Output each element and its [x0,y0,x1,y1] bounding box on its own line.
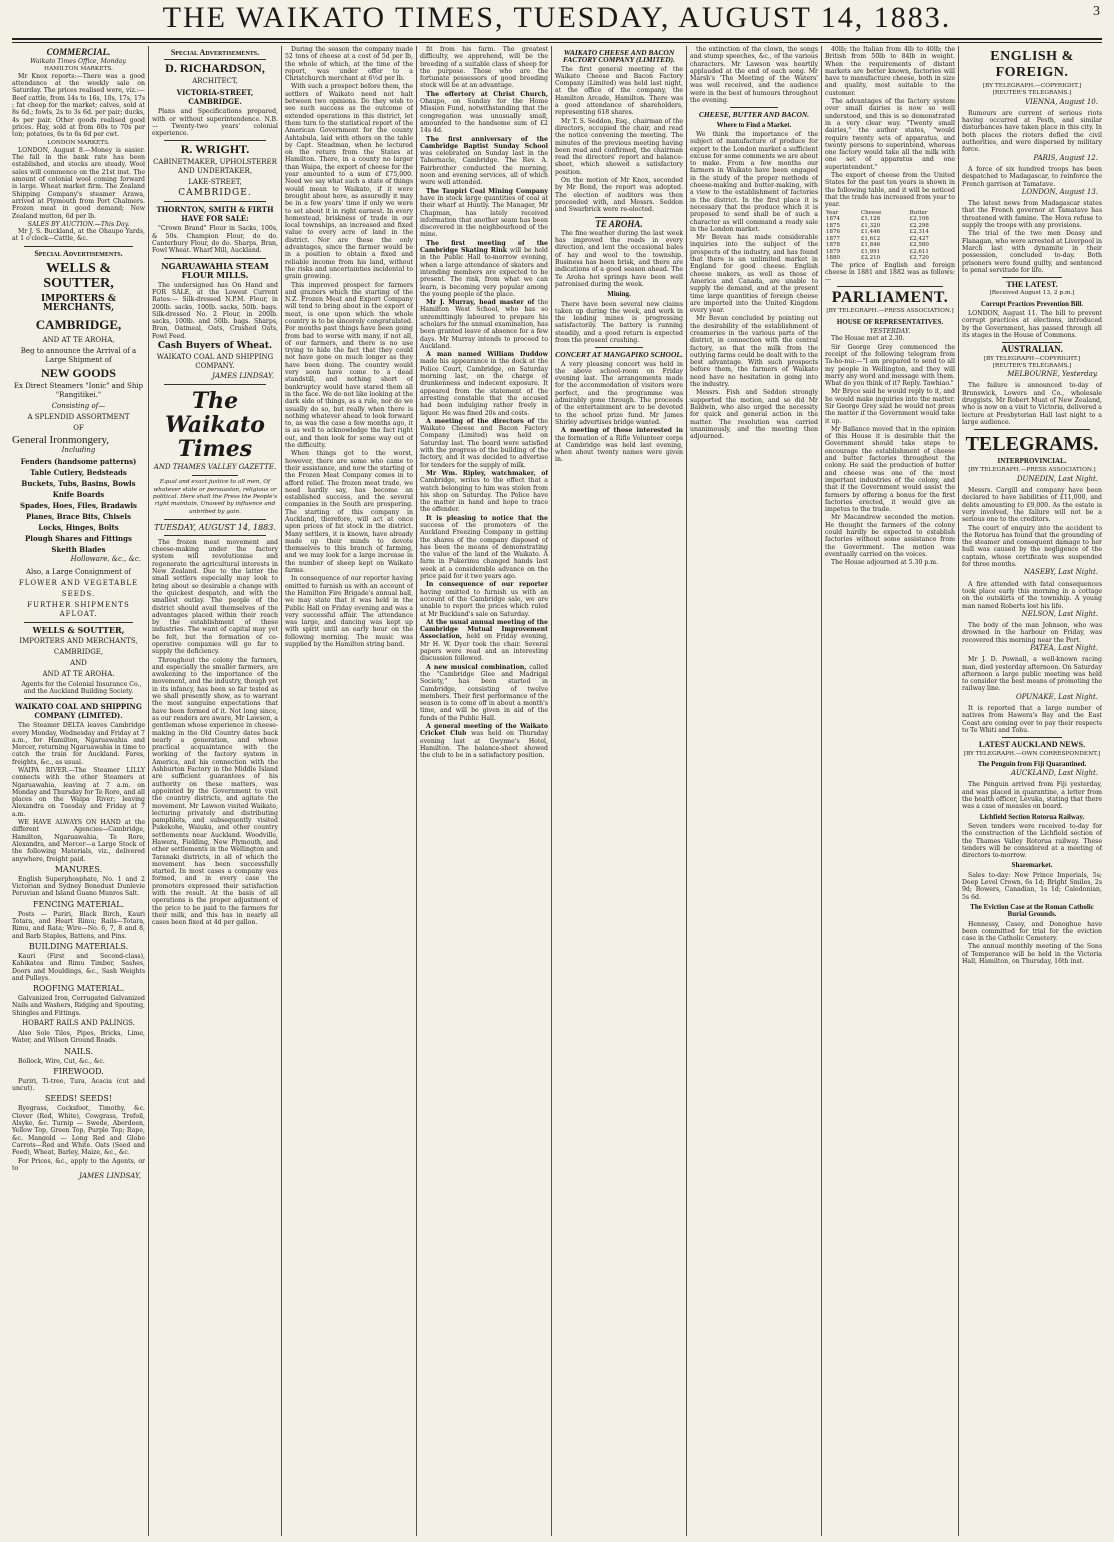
section-sub: [REUTER'S TELEGRAMS.] [992,362,1072,369]
news-lead: At the usual annual meeting of the Cambridge Mutual Improvement Association, [420,618,548,641]
news-text: success of the promoters of the Auckland Freezing Company in getting the shares of the company disposed of has been the means of demonstrating the value of the land of the Waikato. A farm in Pukerimu changed hands last week at a considerable advance on the price paid for it two years ago. [420,522,548,581]
section-subheading: Lichfield Section Rotorua Railway. [979,812,1085,821]
divider [164,201,266,202]
article-paragraph: With such a prospect before them, the settlers of Waikato need not halt between two opinions. Do they wish to see such success as the outcome of extended operations in this district, let them turn to the statistical report of the American Government for the county Ashtabula, laid with others on the table by Capt. Steadman, when he lectured on the return from the States at Hamilton. There, in a county no larger than Waipa, the export of cheese for the year amounted to a sum of £75,000. Need we say what such a state of things would mean to Waikato, if it were brought about here, as assuredly it may be in a few years' time if only we were to set about it in right earnest. In every homestead, briskness of trade in our local townships, an increased and fixed value to every acre of land in the district. Nor are these the only advantages, since the farmer would be in a position to obtain a fixed and reliable income from his land, without the risks and uncertainties incidental to grain growing. [285,83,413,281]
article-paragraph: The advantages of the factory system over small dairies is now so well understood, and this is so demonstrated in a very clear way. "Twenty small dairies," the author states, "would require twenty sets of apparatus, and twenty persons to superintend, whereas one factory would take all the milk with one set of apparatus and one superintendent." [825,98,955,171]
article-paragraph: When things got to the worst, however, there are some who came to their assistance, and now the starting of the Frozen Meat Company comes in to afford relief. The frozen meat trade, we need hardly say, has become an established success, and the several companies in the South are prospering. The starting of this company in Auckland, therefore, will act at once upon prices of fat stock in the district. Many settlers, it is known, have already made up their minds to devote themselves to this branch of farming, and we may look for a large increase in the number of sheep kept on Waikato farms. [285,450,413,575]
ad-line: Also, a Large Consignment of [26,567,131,576]
divider [837,286,943,287]
news-text: the formation of a Rifle Volunteer corps at Cambridge was held last evening, when about twenty names were given in. [555,434,683,464]
ad-item: Plough Shares and Fittings [25,534,132,544]
ad-text: Puriri, Ti-tree, Tura, Acacia (cut and uncut). [12,1077,145,1093]
column-rule [958,46,959,1536]
ad-line: VICTORIA-STREET, CAMBRIDGE. [176,88,254,107]
divider [730,107,778,108]
news-text: was held on Thursday evening last at Gwynne's Hotel, Hamilton. The balance-sheet showed the club to be in a satisfactory position. [420,730,548,760]
section-heading: CONCERT AT MANGAPIKO SCHOOL. [555,350,683,360]
news-lead: A meeting of the directors of [426,417,535,425]
divider [164,258,266,259]
masthead-rule-thin [12,42,1102,43]
news-text: was celebrated on Sunday last in the Tabernacle, Cambridge. The Rev. A. Fairbrother conducted the morning, noon and evening services, all of which were well attended. [420,150,548,187]
news-lead: A man named William Duddow [426,351,548,359]
divider [164,535,266,536]
telegram-text: It is reported that a large number of natives from Hawera's Bay and the East Coast are coming over to pay their respects to Te Whiti and Tohu. [962,705,1102,734]
column-4 [420,46,548,1534]
divider [595,217,643,218]
article-paragraph: The price of English and foreign cheese in 1881 and 1882 was as follows:— [825,261,955,284]
section-heading: THE LATEST. [1006,280,1058,290]
news-text: called the "Cambridge Glee and Madrigal Society," has been started in Cambridge, consisting of twelve members. Their first performance of the season is to come off in about a month's time, and will be given in aid of the funds of the Public Hall. [420,663,548,722]
section-sub: [BY TELEGRAPH—COPYRIGHT.] [983,355,1081,362]
telegram-text: LONDON, August 11. The bill to prevent corrupt practices at elections, introduced by the Government, has passed through all its stages in the House of Commons. [962,310,1102,339]
london-text: LONDON, August 8.—Money is easier. The fall in the bank rate has been established, and stocks are steady. Wool sales will commence on the 21st inst. The amount of colonial wool coming forward is large. Wheat market firm. The Zealand Shipping Company's steamer Arawa, arrived at Plymouth from Port Chalmers. Frozen meat in good demand; New Zealand mutton, 6d per lb. [12,146,145,220]
masthead [0,0,1114,40]
section-subheading: INTERPROVINCIAL. [997,457,1067,466]
ad-line: A SPLENDID ASSORTMENT [27,413,130,422]
telegram-text: The trial of the two men Deasy and Flanagan, who were arrested at Liverpool in March last with dynamite in their possession, concluded to-day. Both prisoners were found guilty, and sentenced to penal servitude for life. [962,230,1102,274]
export-table [825,210,955,262]
ad-line: Beg to announce the Arrival of a Large Shipment of [20,347,137,365]
dateline: VIENNA, August 10. [1024,97,1098,106]
news-text: Cambridge, writes to the effect that a watch belonging to him was stolen from his shop on Saturday. The Police have the matter in hand and hope to trace the offender. [420,477,548,514]
ad-line: WAIKATO COAL AND SHIPPING COMPANY. [156,353,274,371]
section-sub: [BY TELEGRAPH.—OWN CORRESPONDENT.] [963,750,1101,757]
table-cell: 1878 [826,242,840,249]
column-rule [551,46,552,1536]
news-text: have in stock large quantities of coal at their wharf at Huntly. The Manager, Mr Chapman, has lately received information that another seam has been discovered in the neighbourhood of the mine. [420,194,548,239]
divider [595,347,643,348]
column-1 [12,46,145,1534]
ad-line: FURTHER SHIPMENTS AFLOAT. [27,600,130,618]
dateline: OPUNAKE, Last Night. [1015,692,1098,701]
news-lead: The offertory at Christ Church, [426,90,548,98]
sales-text: Mr J. S. Buckland, at the Ohaupo Yards, at 1 o'clock—Cattle, &c. [12,228,145,243]
article-paragraph: There have been several new claims taken up during the week, and work in the leading mines is progressing satisfactorily. The battery is running steadily, and a good return is expected from the present crushing. [555,300,683,344]
column-rule [416,46,417,1536]
news-lead: A meeting of those interested in [561,427,683,435]
telegram-text: The latest news from Madagascar states that the French governor at Tamatave has threatened with famine. The Hova refuse to supply the troops with any provisions. [962,200,1102,230]
ad-item: Locks, Hinges, Bolts [38,523,119,533]
article-paragraph: During the season the company made 52 tons of cheese at a cost of 5d per lb, the whole of which, at the time of the report, was under offer to a Christchurch merchant at 6½d per lb. [285,46,413,83]
news-text: having omitted to furnish us with an account of the Cambridge sale, we are unable to report the prices which ruled at Mr Buckland's sale on Saturday. [420,588,548,618]
sales-line: SALES BY AUCTION.—This Day. [27,220,130,228]
divider [1002,277,1062,278]
news-text: the Waikato Cheese and Bacon Factory Company (Limited) was held on Saturday last. The board were satisfied with the progress of the building of the factory, and it was decided to advertise for tenders for the supply of milk. [420,417,548,469]
news-text: the Hamilton West School, who has so unremittingly laboured to prepare his scholars for the annual examination, has been granted leave of absence for a few days. Mr Murray intends to proceed to Auckland. [420,299,548,350]
section-subheading: The Penguin from Fiji Quarantined. [977,759,1087,768]
column-rule [148,46,149,1536]
telegram-text: A force of six hundred troops has been despatched to Madagascar, to reinforce the French garrison at Tamatave. [962,165,1102,188]
news-lead: The first anniversary of the Cambridge Baptist Sunday School [420,135,548,150]
dateline: PATEA, Last Night. [1030,644,1098,652]
table-cell: £2,720 [909,255,929,262]
ad-line: ARCHITECT, [192,77,238,86]
column-2 [152,46,278,1534]
ad-line: FLOWER AND VEGETABLE [18,578,139,587]
ad-heading: FIREWOOD. [53,1066,104,1076]
news-lead: A general meeting of the Waikato Cricket Club [420,723,548,738]
ad-title: NGARUAWAHIA STEAM FLOUR MILLS. [161,260,269,280]
ad-line: CAMBRIDGE, [53,647,104,656]
london-subheading: LONDON MARKETS. [47,139,110,146]
section-sub: [BY TELEGRAPH.—COPYRIGHT.] [982,83,1082,89]
news-text: held on Friday evening, Mr H. W. Dyer took the chair. Several papers were read and an interesting discussion followed. [420,633,548,663]
table-cell: £2,427 [909,235,929,242]
ad-item: Planes, Brace Bits, Chisels [25,512,132,522]
dateline: NASEBY, Last Night. [1023,568,1098,577]
table-cell: £2,611 [909,248,929,255]
divider [164,140,266,141]
table-cell: £1,991 [860,248,881,255]
news-lead: The Taupiri Coal Mining Company [426,187,548,195]
ad-text: Plans and Specifications prepared, with or without superintendence. N.B. — Twenty-two years' colonial experience. [152,108,278,138]
ad-line: SEEDS. [61,589,96,598]
table-cell: £2,580 [909,242,929,249]
section-subheading: The Eviction Case at the Roman Catholic Burial Grounds. [970,902,1094,919]
news-lead: A new musical combination, [426,663,527,671]
parliament-paragraph: Sir George Grey commenced the receipt of the following telegram from Ta-ho-nui:—"I am prepared to send to all my people in Wellington, and they will marry any word and message with them. What do you think of it? Reply. Tawhiao." [825,343,955,388]
ad-general-ironmongery: General Ironmongery, [12,434,110,447]
column-6 [690,46,818,1534]
telegram-text: Sales to-day: New Prince Imperials, 5s; Deep Level Crown, 6s 1d; Bright Smiles, 2s 9d; Bowers, Canadian, 1s 1d; Caledonian, 5s 6d. [962,871,1102,901]
yesterday-label: YESTERDAY. [869,328,911,336]
ad-line: AND [70,658,87,667]
article-paragraph: On the motion of Mr Knox, seconded by Mr Bond, the report was adopted. The election of auditors was then proceeded with, and Messrs. Seddon and Swarbrick were re-elected. [555,177,683,214]
section-sub: [BY TELEGRAPH.—PRESS ASSOCIATION.] [968,467,1096,474]
ad-text: Posts — Puriri, Black Birch, Kauri Totara, and Heart Rimu; Rails—Totara, Rimu, and Rata; Wire—No. 6, 7, 8 and 8, and Barb Staples, Battens, and Pins. [12,910,145,940]
article-paragraph: The fine weather during the last week has improved the roads in every direction, and lent the occasional bales of hay and wool to the township. Business has been brisk, and there are indications of a good season ahead. The Te Aroha hot springs have been well patronised during the week. [555,229,683,288]
ad-heading: HOBART RAILS AND PALINGS. [22,1019,135,1027]
news-text: will be held in the Public Hall to-morrow evening, when a large attendance of skaters and intending members are expected to be present. The rink, from what we can learn, is becoming very popular among the young people of the place. [420,247,548,298]
news-lead: The first meeting of the Cambridge Skating Rink [420,239,548,255]
leader-paragraph: The frozen meat movement and cheese-making under the factory system will revolutionise and regenerate the agricultural interests in New Zealand. Due to the latter the small settlers especially may look to bring about so desirable a change with the quickest despatch, and with the smallest outlay. The people of the district should avail themselves of the advantages placed within their reach by the establishment of these industries. The want of capital may yet be felt, but the formation of co-operative companies will go far to supply the deficiency. [152,538,278,656]
divider [164,384,266,385]
divider [24,622,133,623]
divider [24,246,133,247]
ad-title: R. WRIGHT. [180,142,250,157]
section-heading: ENGLISH & FOREIGN. [990,49,1074,80]
office-line: Waikato Times Office, Monday. [30,58,127,66]
ad-item: Fenders (handsome patterns) [20,457,137,467]
ad-text: Galvanized Iron, Corrugated Galvanized Nails and Washers, Ridging and Spouting, Shingles and Fittings. [12,995,145,1017]
dateline: AUCKLAND, Last Night. [1010,769,1098,778]
section-sub: [Received August 13, 2 p.m.] [989,290,1075,297]
table-cell: £2,298 [909,222,929,229]
table-cell: 1877 [826,235,840,242]
section-subheading: Corrupt Practices Prevention Bill. [980,299,1084,308]
table-cell: £2,210 [860,255,881,262]
column-rule [686,46,687,1536]
news-lead: It is pleasing to notice that the [426,514,548,522]
column-rule [281,46,282,1536]
ad-line: IMPORTERS AND MERCHANTS, [19,636,138,645]
markets-subheading: HAMILTON MARKETS. [44,65,113,72]
divider [974,429,1090,430]
dateline: DUNEDIN, Last Night. [1016,474,1098,483]
section-subheading: Sharemarket. [1011,861,1053,870]
ad-text: Bollock, Wire, Cut, &c., &c. [18,1057,105,1065]
house-heading: HOUSE OF REPRESENTATIVES. [836,317,944,326]
ad-text: Agents for the Colonial Insurance Co., and the Auckland Building Society. [21,680,142,695]
ad-text: The undersigned has On Hand and FOR SALE, at the Lowest Current Rates:— Silk-dressed N.P.M. Flour, in 200lb. sacks, 100lb. sacks, 50lb. bags. Silk-dressed No. 2 Flour, in 200lb. sacks, 100lb. and 50lb. bags. Sharps, Bran, Oatmeal, Oats, Crushed Oats, Fowl Feed. [152,281,278,340]
column-rule [821,46,822,1536]
section-subheading: Where to Find a Market. [716,120,792,129]
divider [164,519,266,520]
ad-line: Consisting of— [51,402,106,411]
export-table-body [825,216,955,262]
ad-line: Cash Buyers of Wheat. [157,341,273,352]
ad-item: Skeith Blades [51,545,106,555]
special-ads-heading: Special Advertisements. [170,48,260,57]
telegram-text: Seven tenders were received to-day for the construction of the Lichfield section of the Thames Valley Rotorua railway. These tenders will be considered at a meeting of directors to-morrow. [962,822,1102,860]
paper-subtitle: AND THAMES VALLEY GAZETTE. [153,463,277,472]
ad-heading: FENCING MATERIAL. [32,899,125,909]
ad-line: IMPORTERS & MERCHANTS, [41,294,116,314]
table-cell: 1880 [826,255,840,262]
table-cell: £2,314 [909,229,929,236]
ad-line: AND AT TE AROHA. [42,669,115,678]
table-header-cell: Butter [909,209,928,216]
ad-heading: NAILS. [64,1046,93,1056]
section-subheading: Mining. [607,290,631,299]
table-cell: £1,320 [860,222,881,229]
news-text: Ohaupo, on Sunday for the Home Mission Fund, notwithstanding that the congregation was unusually small, amounted to the handsome sum of £2 14s 4d. [420,98,548,135]
news-lead: In consequence of our reporter [426,581,548,589]
dateline: LONDON, August 13. [1021,187,1098,196]
page-number: 3 [1093,4,1100,19]
ad-item: Spades, Hoes, Files, Bradawls [20,501,137,511]
section-heading: CHEESE, BUTTER AND BACON. [698,110,810,120]
ad-signature: JAMES LINDSAY, [79,1172,141,1181]
ad-text: For Prices, &c., apply to the Agents, or to [12,1157,145,1172]
ad-text: WE HAVE ALWAYS ON HAND at the different Agencies—Cambridge, Hamilton, Ngaruawahia, Te Rore, Alexandra, and Mercer—a Large Stock of the following Materials, viz., delivered anywhere, freight paid. [12,819,145,863]
ad-title: THORNTON, SMITH & FIRTH HAVE FOR SALE: [156,205,274,224]
article-paragraph: the extinction of the clown, the songs and stump speeches, &c., of the various characters. Mr Lawson was heartily applauded at the end of each song. Mr Marsh's 'The Meeting of the Waters' was well received, and the audience were in the best of humours throughout the evening. [690,46,818,105]
divider [192,475,238,476]
article-paragraph: This improved prospect for farmers and graziers which the starting of the N.Z. Frozen Meat and Export Company will tend to bring about in the export of meat, is one upon which the whole country is to be sincerely congratulated. For months past things have been going from bad to worse with many, if not all, of our farmers, and there is no use trying to hide the fact that they could not have gone on much longer as they have been doing. The country would very soon have come to a dead standstill, and nothing short of bankruptcy would have stared them all in the face. We do not like looking at the dark side of things, as a rule, nor do we usually do so, but really when there is nothing whatever ahead to look forward to, as was the case a few months ago, it is as well to acknowledge the fact right out, and then look for some way out of the difficulty. [285,281,413,450]
ad-heading: ROOFING MATERIAL. [32,984,125,994]
section-heading: WAIKATO CHEESE AND BACON FACTORY COMPANY (LIMITED). [563,48,675,65]
ad-line: AND AT TE AROHA, [42,336,115,345]
table-cell: £1,446 [860,229,881,236]
ad-line: CABINETMAKER, UPHOLSTERER AND UNDERTAKER, [153,158,277,176]
ad-heading: BUILDING MATERIALS. [28,941,129,951]
ad-item: Holloware, &c., &c. [70,555,141,564]
commercial-heading: COMMERCIAL. [46,47,111,57]
ad-town: CAMBRIDGE, [35,317,122,333]
ad-heading: SEEDS! SEEDS! [44,1094,113,1104]
article-paragraph: Mr Bevan concluded by pointing out the desirability of the establishment of creameries in the various parts of the district, in connection with the central factory, so that the milk from the outlying farms could be dealt with to the best advantage. With such prospects before them, the farmers of Waikato need have no hesitation in going into the industry. [690,315,818,389]
ad-line: LAKE-STREET, [188,178,242,187]
ad-signature: JAMES LINDSAY. [212,372,274,381]
ad-text: English Superphosphate, No. 1 and 2 Victorian and Sydney Bonedust Dunlevie Peruvian and Island Guano Munros Salt. [12,875,145,898]
divider [164,59,266,60]
ad-text: Ryegrass, Cocksfoot, Timothy, &c. Clover (Red, White), Cowgrass, Trefoil, Alsyke, &c. Turnip — Swede, Aberdeen, Yellow Top, Green Top, Purple Top; Rape, &c. Mangold — Long Red and Globe Carrots—Red and White. Oats (Seed and Feed), Wheat, Barley, Maize, &c., &c. [12,1105,145,1157]
leader-paragraph: Throughout the colony the farmers, and especially the smaller farmers, are awakening to the importance of the movement, and the industry, though yet in its infancy, has been so far tested as we shall presently show, as to warrant the most sanguine expectations that have been formed of it. Not long since, as our readers are aware, Mr Lawson, a gentleman whose experience in cheese-making in the Old Country dates back nearly a generation, and whose practical acquaintance with the working of the factory system in America, and his connection with the Ashburton Factory in the Middle Island are sufficient guarantees of his authority on these matters, was appointed by the Government to visit the country districts, and agitate the movement. Mr Lawson visited Waikato, lecturing privately and distributing pamphlets, and subsequently visited Pukekohe, Waiuku, and other country settlements near Auckland. Woodville, Hawera, Fielding, New Plymouth, and other settlements in the Wellington and Taranaki districts, in all of which the movement has been successfully started. In most cases a company was formed, and in every case the promoters expressed their satisfaction with the result. At the basis of all operations is the proper adjustment of the price to be paid to the farmers for their milk, and this has in nearly all cases been fixed at 4d per gallon. [152,656,278,927]
ad-text: The Steamer DELTA leaves Cambridge every Monday, Wednesday and Friday at 7 a.m., for Hamilton, Ngaruawahia and Mercer, returning Ngaruawahia in time to catch the train for Auckland. Fares, freights, &c., as usual. [12,722,145,766]
telegram-text: A fire attended with fatal consequences took place early this morning in a cottage on the outskirts of the township. A young man named Roberts lost his life. [962,580,1102,610]
telegram-text: The annual monthly meeting of the Sons of Temperance will be held in the Victoria Hall, Hamilton, on Thursday, 16th inst. [962,943,1102,965]
ad-item: Buckets, Tubs, Basins, Bowls [21,479,136,489]
parliament-heading: PARLIAMENT. [831,289,949,307]
ad-item: Table Cutlery, Bedsteads [30,468,127,478]
column-3 [285,46,413,1534]
paper-motto: Equal and exact justice to all men, Of whatever state or persuasion, religious or political. Here shall the Press the People's right maintain, Unawed by influence and unbribed by gain. [152,479,278,515]
ad-title: WAIKATO COAL AND SHIPPING COMPANY (LIMITED). [15,702,142,721]
section-heading: TE AROHA. [595,218,643,229]
news-paragraph: fit from his farm. The greatest difficulty, we apprehend, will be the breeding of a suitable class of sheep for the purpose. Those who are the fortunate possessors of good breeding stock will be at an advantage. [420,46,548,90]
telegram-text: Rumours are current of serious riots having occurred at Pesth, and similar disturbances have taken place in this city. In both places the rioters defied the civil authorities, and were dispersed by military force. [962,109,1102,154]
ad-title: WELLS & SOUTTER, [43,261,114,292]
parliament-paragraph: Mr Macandrew seconded the motion. He thought the farmers of the colony could hardly be expected to establish factories without some assistance from the Government. The motion was eventually carried on the voices. [825,514,955,558]
markets-text: Mr Knox reports:—There was a good attendance at the weekly sale on Saturday. The prices realised were, viz.:—Beef cattle, from 14s to 16s, 10s, 17s, 17s ; fat cheep for the market; calves, sold at 8s 6d.; fowls, 2s to 3s 6d. per pair; ducks, 4s per pair. Other goods realised good prices. Hay, sold at from 60s to 70s per ton; potatoes, 6s to 6s 6d per cwt. [12,72,145,139]
telegram-text: The Penguin arrived from Fiji yesterday, and was placed in quarantine, a letter from the health officer, Levuka, stating that there was a case of measles on board. [962,781,1102,811]
divider [24,698,133,699]
section-heading: LATEST AUCKLAND NEWS. [978,740,1086,750]
parliament-paragraph: The House adjourned at 5.30 p.m. [831,559,939,567]
table-cell: 1875 [826,222,840,229]
dateline: PARIS, August 12. [1033,153,1098,162]
ad-text: "Crown Brand" Flour in Sacks, 100s, & 50s. Champion Flour, do do. Canterbury Flour, do do. Sharps, Bran, Fowl Wheat. Wharf Mill, Auckland. [152,225,278,255]
ad-text: Also Sole Tiles, Pipes, Bricks, Lime, Water, and Wilson Ground Roads. [12,1030,145,1045]
dateline: TUESDAY, AUGUST 14, 1883. [154,522,276,532]
table-cell: £2,106 [909,216,929,223]
news-text: made his appearance in the dock at the Police Court, Cambridge, on Saturday morning last, on the charge of drunkenness and indecent exposure. It appeared from the statement of the arresting constable that the accused had been indulging rather freely in liquor. He was fined 20s and costs. [420,358,548,417]
column-7 [825,46,955,1534]
telegram-text: Messrs. Cargill and company have been declared to have liabilities of £11,000, and debts amounting to £9,000. As the estate is very involved, the failure will not be a serious one to the creditors. [962,487,1102,524]
ad-item: Knife Boards [52,490,105,500]
telegram-text: Hennessy, Casey, and Donoghue have been committed for trial for the eviction case in the Catholic Cemetery. [962,920,1102,943]
article-paragraph: 40lb; the Italian from 4lb to 40lb; the British from 50lb to 84lb in weight. When the requirements of distant markets are better known, factories will have to manufacture cheese, both in size and quality, most suitable to the customer. [825,46,955,97]
column-5 [555,46,683,1534]
table-cell: 1874 [826,216,840,223]
ad-line: Including [61,446,96,455]
table-cell: 1879 [826,248,840,255]
telegram-text: The body of the man Johnson, who was drowned in the harbour on Friday, was recovered this morning near the Port. [962,622,1102,644]
masthead-rule [12,38,1102,40]
ad-line: CAMBRIDGE. [178,188,252,199]
table-cell: 1876 [826,229,840,236]
dateline: NELSON, Last Night. [1021,609,1098,618]
column-8 [962,46,1102,1534]
ad-title: WELLS & SOUTTER, [32,624,125,635]
article-paragraph: Messrs. Fish and Seddon strongly supported the motion, and so did Mr Baldwin, who also urged the necessity for quick and general action in the matter. The resolution was carried unanimously, and the meeting then adjourned. [690,389,818,441]
ad-title: D. RICHARDSON, [165,61,265,76]
article-paragraph: The first general meeting of the Waikato Cheese and Bacon Factory Company (Limited) was held last night, at the office of the company, the Hamilton Arcade, Hamilton. There was a good attendance of shareholders, representing 618 shares. [555,65,683,117]
article-paragraph: We think the importance of the subject of manufacture of produce for export to the London market a sufficient excuse for some comments we are about to make. From a few months our farmers in Waikato have been engaged in the study of the proper methods of cheese-making and butter-making, with a view to the establishment of factories in the district. In the first place it is necessary that the produce which it is proposed to send shall be of such a character as will command a ready sale in the London market. [690,130,818,233]
table-cell: £1,612 [860,235,881,242]
paper-nameplate: The Waikato Times [165,388,265,463]
table-header-cell: Year [826,209,839,216]
parliament-paragraph: Mr Bryce said he would reply to it, and he would make inquiries into the matter. Sir George Grey said he would not press the matter if the Government would take it up. [825,388,955,425]
telegram-text: The failure is announced to-day of Brunswick, Lowers and Co., wholesale druggists. Mr Robert Muat of New Zealand, who is now on a visit to Victoria, delivered a lecture at Presbyterian Hall last night to a large audience. [962,382,1102,426]
section-heading: AUSTRALIAN. [1001,344,1063,355]
divider [1002,342,1062,343]
telegrams-heading: TELEGRAMS. [965,433,1099,456]
ad-text: WAIPA RIVER.—The Steamer LILLY connects with the other Steamers at Ngaruawahia, leaving at 7 a.m. on Monday and Thursday for Te Rore, and all places on the Waipa River; leaving Alexandra on Tuesday and Friday at 7 a.m. [12,766,145,818]
parliament-sub: [BY TELEGRAPH.—PRESS ASSOCIATION.] [826,308,954,315]
table-header-cell: Cheese [860,209,882,216]
news-lead: Mr J. Murray, head master of [426,299,535,307]
telegram-text: Mr J. D. Pownall, a well-known racing man, died yesterday afternoon. On Saturday afternoon a large public meeting was held to consider the best means of promoting the railway line. [962,656,1102,693]
ad-heading: MANURES. [54,864,103,874]
parliament-paragraph: The House met at 2.30. [831,335,905,343]
special-ads-heading: Special Advertisements. [34,248,123,258]
article-paragraph: A very pleasing concert was held in the above school-room on Friday evening last. The arrangements made for the accommodation of visitors were perfect, and the programme was admirably gone through. The proceeds of the entertainment are to be devoted to the school prize fund. Mr James Shirley advertises bridge wanted. [555,360,683,426]
section-sub: [REUTER'S TELEGRAMS.] [992,90,1072,97]
article-paragraph: Mr T. S. Seddon, Esq., chairman of the directors, occupied the chair, and read the notice convening the meeting. The minutes of the previous meeting having been read and confirmed, the chairman read the directors' report and balance-sheet, which showed a satisfactory position. [555,117,683,176]
masthead-title: THE WAIKATO TIMES, TUESDAY, AUGUST 14, 1883. [162,1,952,34]
ad-line: Ex Direct Steamers "Ionic" and Ship "Rangitikei." [13,382,144,400]
article-paragraph: In consequence of our reporter having omitted to furnish us with an account of the Hamilton Fire Brigade's annual ball, we may state that it was held in the Public Hall on Friday evening and was a very successful affair. The attendance was large, and dancing was kept up with spirit until an early hour on the following morning. The music was supplied by the Hamilton string band. [285,575,413,649]
news-lead: Mr Wm. Ripley, watchmaker, of [426,469,548,477]
table-cell: £1,846 [860,242,881,249]
table-cell: £1,128 [860,216,881,223]
telegram-text: The court of enquiry into the accident to the Rotorua has found that the grounding of the steamer and consequent damage to her hull was caused by the negligence of the captain, whose certificate was suspended for three months. [962,524,1102,569]
divider [1002,737,1062,738]
article-paragraph: The export of cheese from the United States for the past ten years is shown in the following table, and it will be noticed that the trade has increased from year to year. [825,172,955,209]
article-paragraph: Mr Bevan has made considerable inquiries into the subject of the prospects of the industry, and has found that there is an unlimited market in England for good cheese. English cheese makers, as well as those of America and Canada, are unable to supply the demand, and at the present time large quantities of foreign cheese are imported into the United Kingdom every year. [690,234,818,315]
dateline: MELBOURNE, Yesterday. [1007,370,1098,379]
parliament-paragraph: Mr Ballance moved that in the opinion of this House it is desirable that the Government should take steps to encourage the establishment of cheese and butter factories throughout the colony. He said the production of butter and cheese was one of the most important industries of the colony, and that if the Government would assist the farmers by offering a bonus for the first factories erected, it would give an impetus to the trade. [825,425,955,514]
ad-new-goods: NEW GOODS [41,366,116,381]
ad-text: Kauri (First and Second-class), Kahikatea and Rimu Timber, Sashes, Doors and Mouldings, &c., Sash Weights and Pulleys. [12,952,145,982]
ad-line: OF [73,424,84,433]
